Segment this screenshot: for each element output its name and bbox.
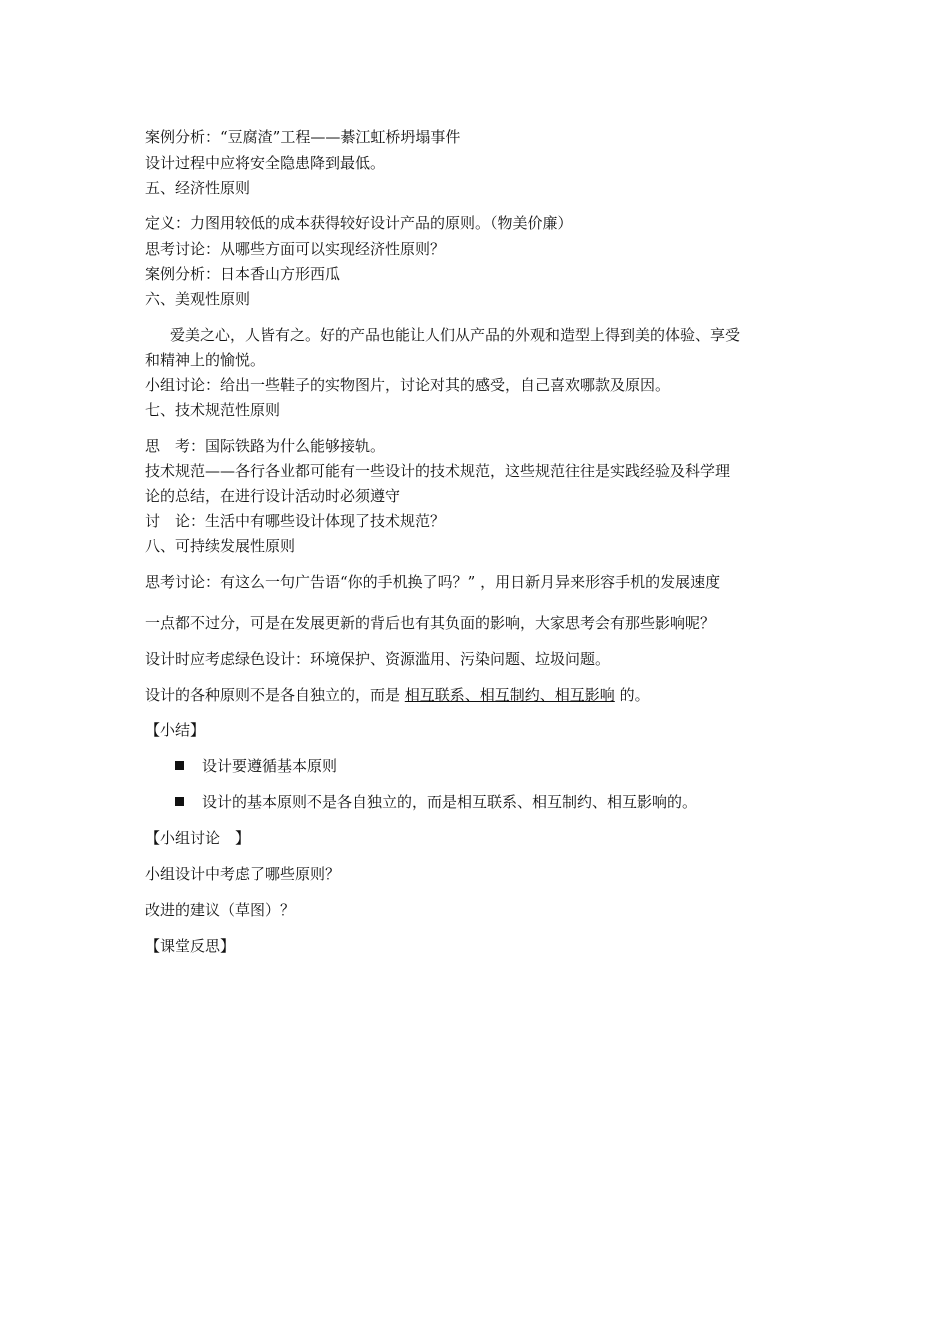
square-bullet-icon: [175, 797, 184, 806]
group-discussion-question-1: 小组设计中考虑了哪些原则？: [145, 865, 341, 883]
case-analysis-bridge: 案例分析：“豆腐渣”工程——綦江虹桥坍塌事件: [145, 128, 461, 146]
principles-underlined: 相互联系、相互制约、相互影响: [404, 686, 615, 704]
economy-discussion: 思考讨论：从哪些方面可以实现经济性原则？: [145, 240, 446, 258]
aesthetic-paragraph-line2: 和精神上的愉悦。: [145, 351, 266, 369]
summary-bullet-item: [175, 756, 337, 776]
sustainability-discussion-line1: 思考讨论：有这么一句广告语“你的手机换了吗？” ，用日新月异来形容手机的发展速度: [145, 573, 721, 591]
principles-prefix: 设计的各种原则不是各自独立的，而是: [145, 686, 405, 704]
principles-suffix: 的。: [614, 686, 650, 704]
heading-aesthetic-principle: 六、美观性原则: [145, 290, 251, 308]
safety-note: 设计过程中应将安全隐患降到最低。: [145, 154, 386, 172]
discuss-technical-standard: 讨 论：生活中有哪些设计体现了技术规范？: [145, 512, 446, 530]
technical-standard-line1: 技术规范——各行各业都可能有一些设计的技术规范，这些规范往往是实践经验及科学理: [145, 462, 731, 480]
summary-bullet-text: 设计要遵循基本原则: [202, 757, 338, 775]
heading-economy-principle: 五、经济性原则: [145, 179, 251, 197]
aesthetic-paragraph-line1: 爱美之心，人皆有之。好的产品也能让人们从产品的外观和造型上得到美的体验、享受: [170, 326, 741, 344]
group-discussion-shoes: 小组讨论：给出一些鞋子的实物图片，讨论对其的感受，自己喜欢哪款及原因。: [145, 376, 671, 394]
technical-standard-line2: 论的总结，在进行设计活动时必须遵守: [145, 487, 401, 505]
green-design-note: 设计时应考虑绿色设计：环境保护、资源滥用、污染问题、垃圾问题。: [145, 650, 611, 668]
summary-bullet-item: [175, 792, 697, 812]
summary-bullet-text: 设计的基本原则不是各自独立的，而是相互联系、相互制约、相互影响的。: [202, 793, 698, 811]
sustainability-discussion-line2: 一点都不过分，可是在发展更新的背后也有其负面的影响，大家思考会有那些影响呢？: [145, 614, 716, 632]
reflection-heading: 【课堂反思】: [145, 937, 236, 955]
summary-heading: 【小结】: [145, 721, 206, 739]
economy-definition: 定义：力图用较低的成本获得较好设计产品的原则。（物美价廉）: [145, 214, 573, 232]
principles-relation-line: [145, 685, 650, 705]
heading-sustainability-principle: 八、可持续发展性原则: [145, 537, 296, 555]
think-railway: 思 考：国际铁路为什么能够接轨。: [145, 437, 386, 455]
group-discussion-heading: 【小组讨论 】: [145, 829, 251, 847]
case-analysis-watermelon: 案例分析：日本香山方形西瓜: [145, 265, 341, 283]
square-bullet-icon: [175, 761, 184, 770]
group-discussion-question-2: 改进的建议（草图）？: [145, 901, 296, 919]
heading-technical-standard-principle: 七、技术规范性原则: [145, 401, 281, 419]
